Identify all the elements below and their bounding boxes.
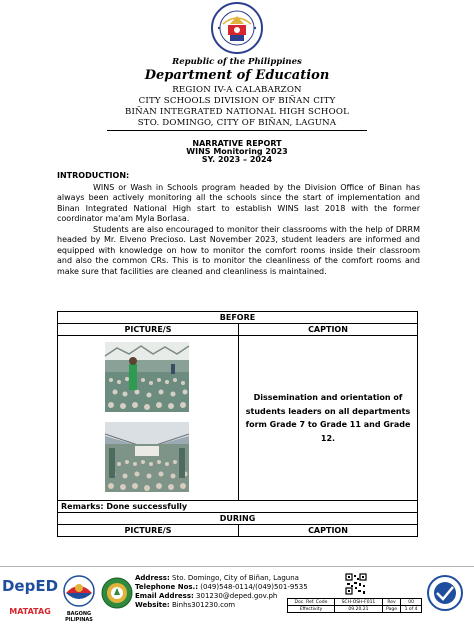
footer-website: Website: Binhs301230.com — [135, 601, 236, 609]
republic-line: Republic of the Philippines — [172, 57, 302, 67]
doc-ref-code-value: SCH-OSH-F011 — [334, 599, 382, 606]
division-line: CITY SCHOOLS DIVISION OF BIÑAN CITY — [138, 96, 336, 106]
school-year: SY. 2023 – 2024 — [201, 155, 273, 164]
bagong-pilipinas-logo — [60, 575, 98, 623]
bagong-pilipinas-icon — [60, 575, 98, 607]
page-value: 1 of 4 — [401, 606, 422, 613]
orientation-photo-2 — [105, 422, 189, 492]
effectivity-value: 09.20.21 — [334, 606, 382, 613]
pictures-cell — [58, 336, 239, 501]
orientation-photo-1 — [105, 342, 189, 412]
rev-value: 00 — [401, 599, 422, 606]
before-label: BEFORE — [58, 312, 418, 324]
deped-logo-icon — [1, 572, 59, 598]
pictures-header: PICTURE/S — [58, 324, 239, 336]
intro-paragraph-2: Students are also encouraged to monitor their classrooms with the help of DRRM headed by Mr. Elveno Precioso. Last November 2023, student leaders are informed and equipped with knowledge on how to monitor the comfort rooms inside their classroom and also the common CRs. This is to monitor the cleanliness of the comfort rooms and make sure that facilities are cleaned and cleanliness is maintained. — [57, 225, 420, 276]
matatag-logo-icon — [5, 605, 55, 617]
report-title: NARRATIVE REPORT — [192, 139, 282, 148]
svg-text:DepED: DepED — [1, 577, 59, 595]
bagong-pilipinas-label: BAGONG PILIPINAS — [65, 611, 93, 623]
footer-telephone: Telephone Nos.: (049)548-0114/(049)501-9535 — [135, 583, 308, 591]
caption-header-during: CAPTION — [239, 525, 418, 537]
report-subtitle: WINS Monitoring 2023 — [186, 147, 288, 156]
caption-header: CAPTION — [239, 324, 418, 336]
svg-text:MATATAG: MATATAG — [9, 607, 51, 616]
document-reference-table — [287, 598, 422, 613]
page-label: Page — [382, 606, 400, 613]
footer-email: Email Address: 301230@deped.gov.ph — [135, 592, 278, 600]
deped-seal-icon — [211, 2, 263, 54]
rev-label: Rev — [382, 599, 400, 606]
header-divider — [107, 130, 367, 131]
iso-certification-icon — [427, 575, 463, 611]
remarks-row: Remarks: Done successfully — [58, 501, 418, 513]
qr-code-icon — [345, 573, 367, 595]
intro-paragraph-1: WINS or Wash in Schools program headed by the Division Office of Binan has always been actively monitoring all the schools since the start of implementation and Binan Integrated National High start to establish WINS last 2018 with the former coordinator ma'am Myla Borlasa. — [57, 183, 420, 224]
effectivity-label: Effectivity — [288, 606, 335, 613]
pictures-header-during: PICTURE/S — [58, 525, 239, 537]
school-address-line: STO. DOMINGO, CITY OF BIÑAN, LAGUNA — [137, 118, 337, 128]
deped-matatag-logo — [1, 572, 59, 616]
introduction-heading: INTRODUCTION: — [57, 171, 130, 180]
monitoring-table — [57, 311, 418, 537]
department-name: Department of Education — [144, 68, 330, 83]
during-label: DURING — [58, 513, 418, 525]
doc-ref-code-label: Doc. Ref. Code — [288, 599, 335, 606]
region-line: REGION IV-A CALABARZON — [172, 85, 302, 95]
footer-divider — [0, 566, 474, 567]
footer-address: Address: Sto. Domingo, City of Biñan, Laguna — [135, 574, 299, 582]
caption-cell: Dissemination and orientation of students leaders on all departments form Grade 7 to Grade 11 and Grade 12. — [239, 336, 418, 501]
school-logo-icon — [101, 577, 133, 609]
school-line: BIÑAN INTEGRATED NATIONAL HIGH SCHOOL — [124, 107, 350, 117]
